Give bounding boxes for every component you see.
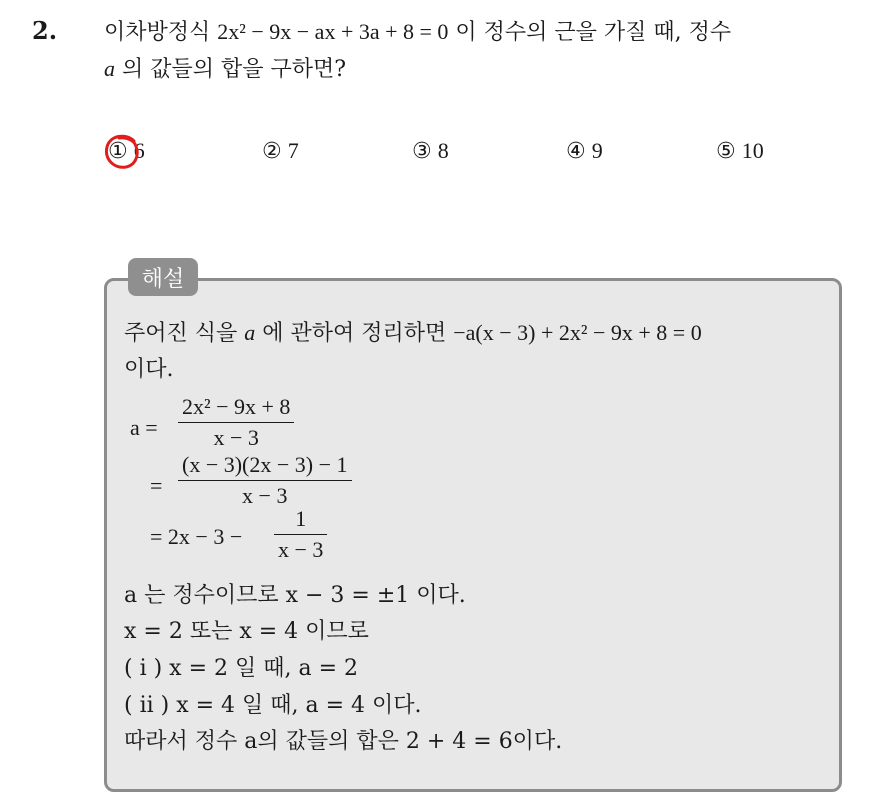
- solution-line-1-text: 주어진 식을: [124, 321, 245, 346]
- solution-line-1-text2: 에 관하여 정리하면: [255, 321, 454, 346]
- eq1-denominator: x − 3: [213, 425, 259, 450]
- choice-1-value: 6: [133, 138, 145, 163]
- choice-1-mark: ①: [108, 138, 128, 164]
- choice-5[interactable]: [716, 138, 764, 164]
- choice-3-value: 8: [437, 138, 449, 163]
- eq2-fraction: [178, 452, 352, 509]
- eq3-fraction: [274, 506, 327, 563]
- eq3-lhs: = 2x − 3 −: [150, 524, 243, 549]
- eq3-fraction-bar: [274, 534, 327, 535]
- question-ask: 의 값들의 합을 구하면?: [122, 57, 347, 82]
- choice-4-value: 9: [591, 138, 603, 163]
- answer-choices: [104, 138, 844, 178]
- solution-line-1-var: a: [244, 320, 256, 345]
- eq2-denominator: x − 3: [242, 483, 288, 508]
- choice-4[interactable]: [566, 138, 603, 164]
- solution-line-8: ( i ) x = 2 일 때, a = 2: [124, 656, 359, 681]
- choice-3-mark: ③: [412, 138, 432, 164]
- solution-line-2: 이다.: [124, 357, 174, 382]
- choice-2[interactable]: [262, 138, 299, 164]
- eq1-fraction: [178, 394, 294, 451]
- question-intro: 이차방정식: [104, 20, 218, 45]
- solution-line-6: a 는 정수이므로 x − 3 = ±1 이다.: [124, 583, 466, 608]
- question-equation: 2x² − 9x − ax + 3a + 8 = 0: [217, 19, 449, 44]
- question-variable: a: [104, 56, 115, 81]
- choice-5-mark: ⑤: [716, 138, 736, 164]
- eq2-lhs: =: [150, 473, 163, 498]
- solution-line-10: 따라서 정수 a의 값들의 합은 2 + 4 = 6이다.: [124, 729, 563, 754]
- question-condition: 이 정수의 근을 가질 때, 정수: [448, 20, 732, 45]
- eq1-lhs: a =: [130, 415, 158, 440]
- eq3-denominator: x − 3: [278, 537, 324, 562]
- solution-line-7: x = 2 또는 x = 4 이므로: [124, 619, 369, 644]
- solution-line-1-math: −a(x − 3) + 2x² − 9x + 8 = 0: [453, 320, 702, 345]
- choice-2-mark: ②: [262, 138, 282, 164]
- eq2-fraction-bar: [178, 480, 352, 481]
- choice-2-value: 7: [287, 138, 299, 163]
- question-text: [104, 14, 874, 88]
- problem-number: 2.: [32, 16, 58, 45]
- answer-circle-icon: [102, 132, 142, 172]
- eq3-numerator: 1: [295, 506, 307, 531]
- solution-tab: 해설: [128, 258, 198, 296]
- solution-line-1: [124, 316, 702, 347]
- choice-3[interactable]: [412, 138, 449, 164]
- choice-4-mark: ④: [566, 138, 586, 164]
- eq2-numerator: (x − 3)(2x − 3) − 1: [182, 452, 348, 477]
- eq1-numerator: 2x² − 9x + 8: [182, 394, 291, 419]
- solution-line-9: ( ii ) x = 4 일 때, a = 4 이다.: [124, 693, 422, 718]
- eq1-fraction-bar: [178, 422, 294, 423]
- choice-1[interactable]: [108, 138, 145, 164]
- choice-5-value: 10: [741, 138, 764, 163]
